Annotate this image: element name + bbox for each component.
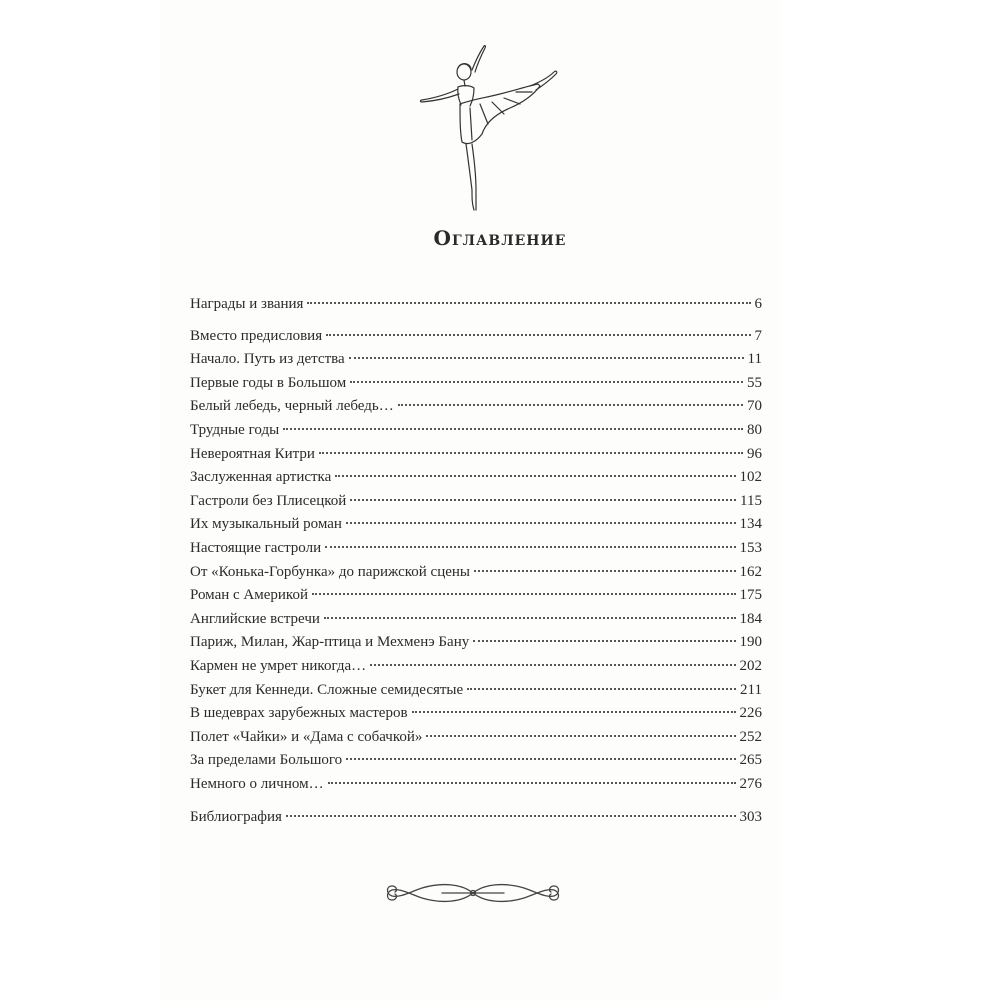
toc-entry-title: Немного о личном… <box>190 775 324 792</box>
toc-entry-title: Вместо предисловия <box>190 327 323 344</box>
toc-entry-title: Невероятная Китри <box>190 445 315 462</box>
dot-leader <box>370 664 735 666</box>
dot-leader <box>326 334 750 336</box>
toc-entry-title: Начало. Путь из детства <box>190 351 345 368</box>
toc-entry <box>190 422 762 446</box>
toc-entry <box>190 375 762 399</box>
dot-leader <box>346 522 736 524</box>
scroll-ornament <box>382 876 564 910</box>
toc-entry <box>190 398 762 422</box>
toc-entry <box>190 296 762 320</box>
dot-leader <box>286 815 736 817</box>
toc-entry <box>190 587 762 611</box>
toc-entry-title: Библиография <box>190 809 282 826</box>
dot-leader <box>349 357 744 359</box>
toc-entry-page-number: 102 <box>739 469 762 486</box>
toc-entry-title: Париж, Милан, Жар-птица и Мехменэ Бану <box>190 634 470 651</box>
toc-entry-page-number: 211 <box>740 681 762 698</box>
toc-entry-page-number: 265 <box>739 752 762 769</box>
toc-entry-page-number: 80 <box>747 421 762 438</box>
dot-leader <box>328 782 736 784</box>
dot-leader <box>398 404 743 406</box>
toc-entry-title: Полет «Чайки» и «Дама с собачкой» <box>190 728 423 745</box>
dot-leader <box>324 617 736 619</box>
toc-entry <box>190 564 762 588</box>
dot-leader <box>412 711 736 713</box>
toc-entry <box>190 540 762 564</box>
toc-entry <box>190 809 762 833</box>
toc-entry-page-number: 55 <box>747 374 762 391</box>
toc-entry-title: Гастроли без Плисецкой <box>190 492 347 509</box>
table-of-contents <box>190 296 762 833</box>
toc-entry <box>190 351 762 375</box>
dot-leader <box>474 570 736 572</box>
toc-entry-page-number: 162 <box>739 563 762 580</box>
toc-entry-page-number: 6 <box>754 296 762 312</box>
ballerina-illustration <box>404 42 564 212</box>
dot-leader <box>473 640 735 642</box>
dot-leader <box>283 428 743 430</box>
toc-entry <box>190 776 762 800</box>
dot-leader <box>312 593 736 595</box>
toc-entry-page-number: 303 <box>739 809 762 826</box>
toc-entry-title: От «Конька-Горбунка» до парижской сцены <box>190 563 470 580</box>
toc-entry-page-number: 96 <box>747 445 762 462</box>
toc-entry-page-number: 226 <box>739 705 762 722</box>
toc-entry <box>190 752 762 776</box>
dot-leader <box>350 381 743 383</box>
toc-entry-title: Заслуженная артистка <box>190 469 332 486</box>
toc-entry-page-number: 276 <box>739 775 762 792</box>
toc-entry <box>190 634 762 658</box>
toc-entry-page-number: 190 <box>739 634 762 651</box>
toc-entry <box>190 611 762 635</box>
dot-leader <box>346 758 735 760</box>
toc-entry-title: Букет для Кеннеди. Сложные семидесятые <box>190 681 464 698</box>
toc-entry-page-number: 134 <box>739 516 762 533</box>
toc-entry-title: Их музыкальный роман <box>190 516 342 533</box>
toc-entry-title: За пределами Большого <box>190 752 343 769</box>
dot-leader <box>335 475 735 477</box>
toc-entry-page-number: 115 <box>740 492 762 509</box>
dot-leader <box>467 688 736 690</box>
toc-entry-title: Настоящие гастроли <box>190 539 322 556</box>
toc-entry <box>190 658 762 682</box>
toc-entry-page-number: 175 <box>739 587 762 604</box>
toc-entry-page-number: 11 <box>747 351 762 368</box>
toc-entry <box>190 328 762 352</box>
toc-entry-page-number: 7 <box>754 327 762 344</box>
dot-leader <box>325 546 735 548</box>
toc-entry-page-number: 184 <box>739 610 762 627</box>
dot-leader <box>307 302 750 304</box>
toc-entry-title: Кармен не умрет никогда… <box>190 657 367 674</box>
page-title: Оглавление <box>433 226 567 250</box>
toc-entry <box>190 446 762 470</box>
toc-entry <box>190 493 762 517</box>
toc-entry-title: Белый лебедь, черный лебедь… <box>190 398 394 415</box>
toc-entry-title: Английские встречи <box>190 610 320 627</box>
dot-leader <box>350 499 736 501</box>
toc-entry-page-number: 153 <box>739 539 762 556</box>
toc-entry <box>190 729 762 753</box>
toc-entry-title: Роман с Америкой <box>190 587 308 604</box>
toc-entry-title: Трудные годы <box>190 421 280 438</box>
dot-leader <box>319 452 743 454</box>
toc-entry <box>190 682 762 706</box>
toc-entry <box>190 705 762 729</box>
toc-entry-page-number: 202 <box>739 657 762 674</box>
toc-entry <box>190 516 762 540</box>
toc-entry-page-number: 70 <box>747 398 762 415</box>
toc-entry-title: Первые годы в Большом <box>190 374 347 391</box>
toc-entry-title: Награды и звания <box>190 296 304 312</box>
dot-leader <box>426 735 735 737</box>
toc-entry-page-number: 252 <box>739 728 762 745</box>
toc-entry-title: В шедеврах зарубежных мастеров <box>190 705 408 722</box>
toc-entry <box>190 469 762 493</box>
